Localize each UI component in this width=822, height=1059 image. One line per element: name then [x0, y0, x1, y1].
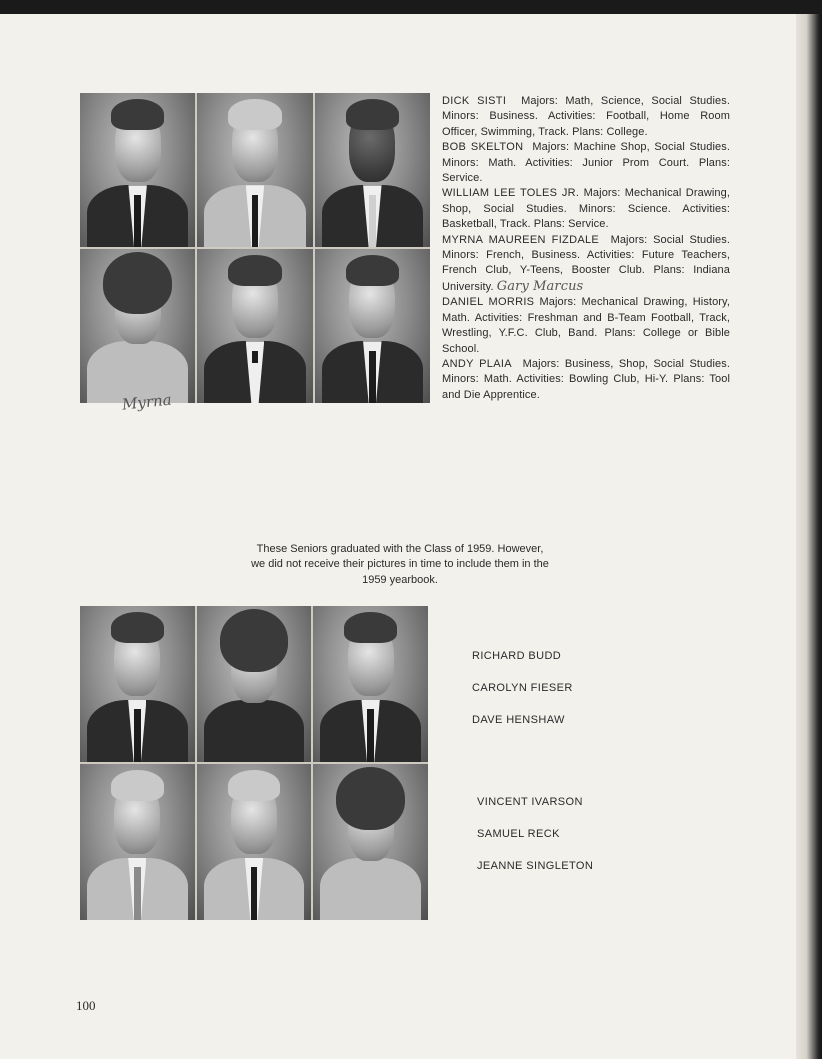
bio-myrna-fizdale: MYRNA MAUREEN FIZDALE Majors: Social Studies. Minors: French, Business. Activities: Future Teachers, French Club, Y-Teens, Booster Club. Plans: Indiana University. Gary Marcus — [442, 233, 731, 294]
portrait-daniel-morris — [197, 249, 312, 403]
portrait-william-lee-toles — [315, 93, 430, 247]
bio-dick-sisti: DICK SISTI Majors: Math, Science, Social Studies. Minors: Business. Activities: Football, Home Room Officer, Swimming, Track. Plans: College. — [442, 95, 731, 138]
name-jeanne-singleton: JEANNE SINGLETON — [477, 860, 594, 872]
name-richard-budd: RICHARD BUDD — [472, 650, 562, 662]
portrait-bob-skelton — [197, 93, 312, 247]
senior-bios — [442, 94, 730, 403]
top-photo-grid — [80, 93, 430, 403]
late-pictures-note: These Seniors graduated with the Class of 1959. However, we did not receive their pictures in time to include them in the 1959 yearbook. — [251, 543, 549, 586]
name-carolyn-fieser: CAROLYN FIESER — [472, 682, 573, 694]
late-names-row2 — [477, 796, 593, 892]
bio-william-lee-toles: WILLIAM LEE TOLES JR. Majors: Mechanical Drawing, Shop, Social Studies. Minors: Science. Activities: Basketball, Track. Plans: Service. — [442, 187, 731, 231]
portrait-carolyn-fieser — [197, 606, 312, 762]
portrait-jeanne-singleton — [313, 764, 428, 920]
bio-andy-plaia: ANDY PLAIA Majors: Business, Shop, Social Studies. Minors: Math. Activities: Bowling Club, Hi-Y. Plans: Tool and Die Apprentice. — [442, 357, 730, 401]
portrait-dick-sisti — [80, 93, 195, 247]
portrait-andy-plaia — [315, 249, 430, 403]
name-samuel-reck: SAMUEL RECK — [477, 828, 560, 840]
bio-daniel-morris: DANIEL MORRIS Majors: Mechanical Drawing, History, Math. Activities: Freshman and B-Team Football, Track, Wrestling, Y.F.C. Club, Band. Plans: College or Bible School. — [442, 296, 730, 355]
portrait-richard-budd — [80, 606, 195, 762]
name-dave-henshaw: DAVE HENSHAW — [472, 714, 565, 726]
gary-marcus-signature: Gary Marcus — [496, 278, 584, 294]
bottom-photo-grid — [80, 606, 428, 920]
portrait-myrna-fizdale — [80, 249, 195, 403]
page-number: 100 — [76, 998, 96, 1013]
photo-signature: Myrna — [121, 390, 173, 414]
late-names-row1 — [472, 650, 573, 746]
bio-bob-skelton: BOB SKELTON Majors: Machine Shop, Social Studies. Minors: Math. Activities: Junior Prom Court. Plans: Service. — [442, 141, 731, 185]
name-vincent-ivarson: VINCENT IVARSON — [477, 796, 583, 808]
portrait-dave-henshaw — [313, 606, 428, 762]
portrait-vincent-ivarson — [80, 764, 195, 920]
book-spine — [796, 14, 822, 1059]
portrait-samuel-reck — [197, 764, 312, 920]
